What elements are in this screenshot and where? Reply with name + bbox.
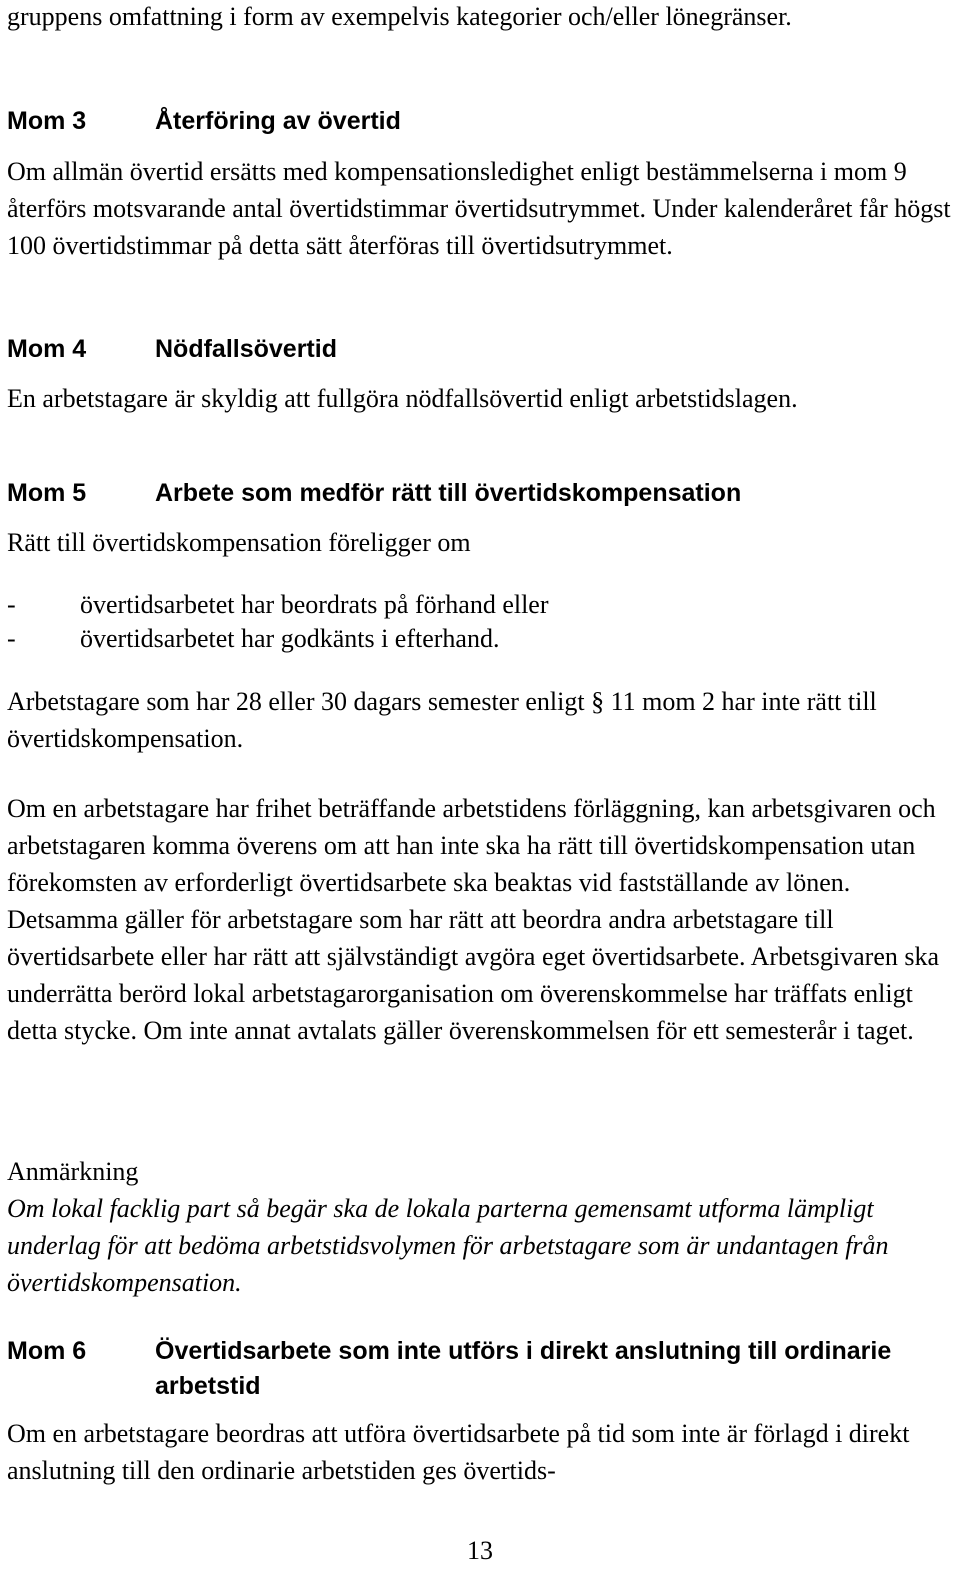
note-label: Anmärkning bbox=[7, 1157, 139, 1186]
mom6-paragraph: Om en arbetstagare beordras att utföra övertidsarbete på tid som inte är förlagd i direkt anslutning till den ordinarie arbetstiden ges övertids- bbox=[7, 1419, 910, 1485]
bullet-text: övertidsarbetet har godkänts i efterhand. bbox=[80, 624, 500, 653]
mom5-number: Mom 5 bbox=[7, 479, 87, 507]
mom5-paragraph-semester: Arbetstagare som har 28 eller 30 dagars semester enligt § 11 mom 2 har inte rätt till övertidskompensation. bbox=[7, 687, 877, 753]
mom6-title: Övertidsarbete som inte utförs i direkt anslutning till ordinarie arbetstid bbox=[155, 1337, 892, 1400]
page-number: 13 bbox=[467, 1536, 493, 1565]
mom6-number: Mom 6 bbox=[7, 1337, 87, 1365]
bullet-text: övertidsarbetet har beordrats på förhand eller bbox=[80, 590, 549, 619]
mom4-paragraph: En arbetstagare är skyldig att fullgöra nödfallsövertid enligt arbetstidslagen. bbox=[7, 384, 798, 413]
bullet-dash: - bbox=[7, 624, 16, 653]
mom6-heading bbox=[7, 1334, 952, 1406]
mom3-title: Återföring av övertid bbox=[155, 107, 401, 135]
note-text: Om lokal facklig part så begär ska de lokala parterna gemensamt utforma lämpligt underlag för att bedöma arbetstidsvolymen för arbetstagare som är undantagen från övertidskompensation. bbox=[7, 1194, 889, 1297]
bullet-dash: - bbox=[7, 590, 16, 619]
mom4-title: Nödfallsövertid bbox=[155, 335, 337, 363]
mom5-intro: Rätt till övertidskompensation föreligger om bbox=[7, 528, 471, 557]
intro-paragraph: gruppens omfattning i form av exempelvis kategorier och/eller lönegränser. bbox=[7, 2, 792, 31]
mom4-number: Mom 4 bbox=[7, 335, 87, 363]
mom3-number: Mom 3 bbox=[7, 107, 87, 135]
mom5-title: Arbete som medför rätt till övertidskompensation bbox=[155, 479, 742, 507]
mom5-paragraph-freedom: Om en arbetstagare har frihet beträffande arbetstidens förläggning, kan arbetsgivaren och arbetstagaren komma överens om att han inte ska ha rätt till övertidskompensation utan förekomsten av erforderligt övertidsarbete ska beaktas vid fastställande av lönen. Detsamma gäller för arbetstagare som har rätt att beordra andra arbetstagare till övertidsarbete eller har rätt att självständigt avgöra eget övertidsarbete. Arbetsgivaren ska underrätta berörd lokal arbetstagarorganisation om överenskommelse har träffats enligt detta stycke. Om inte annat avtalats gäller överenskommelsen för ett semesterår i taget. bbox=[7, 794, 940, 1045]
mom3-paragraph: Om allmän övertid ersätts med kompensationsledighet enligt bestämmelserna i mom 9 återförs motsvarande antal övertidstimmar övertidsutrymmet. Under kalenderåret får högst 100 övertidstimmar på detta sätt återföras till övertidsutrymmet. bbox=[7, 157, 951, 260]
